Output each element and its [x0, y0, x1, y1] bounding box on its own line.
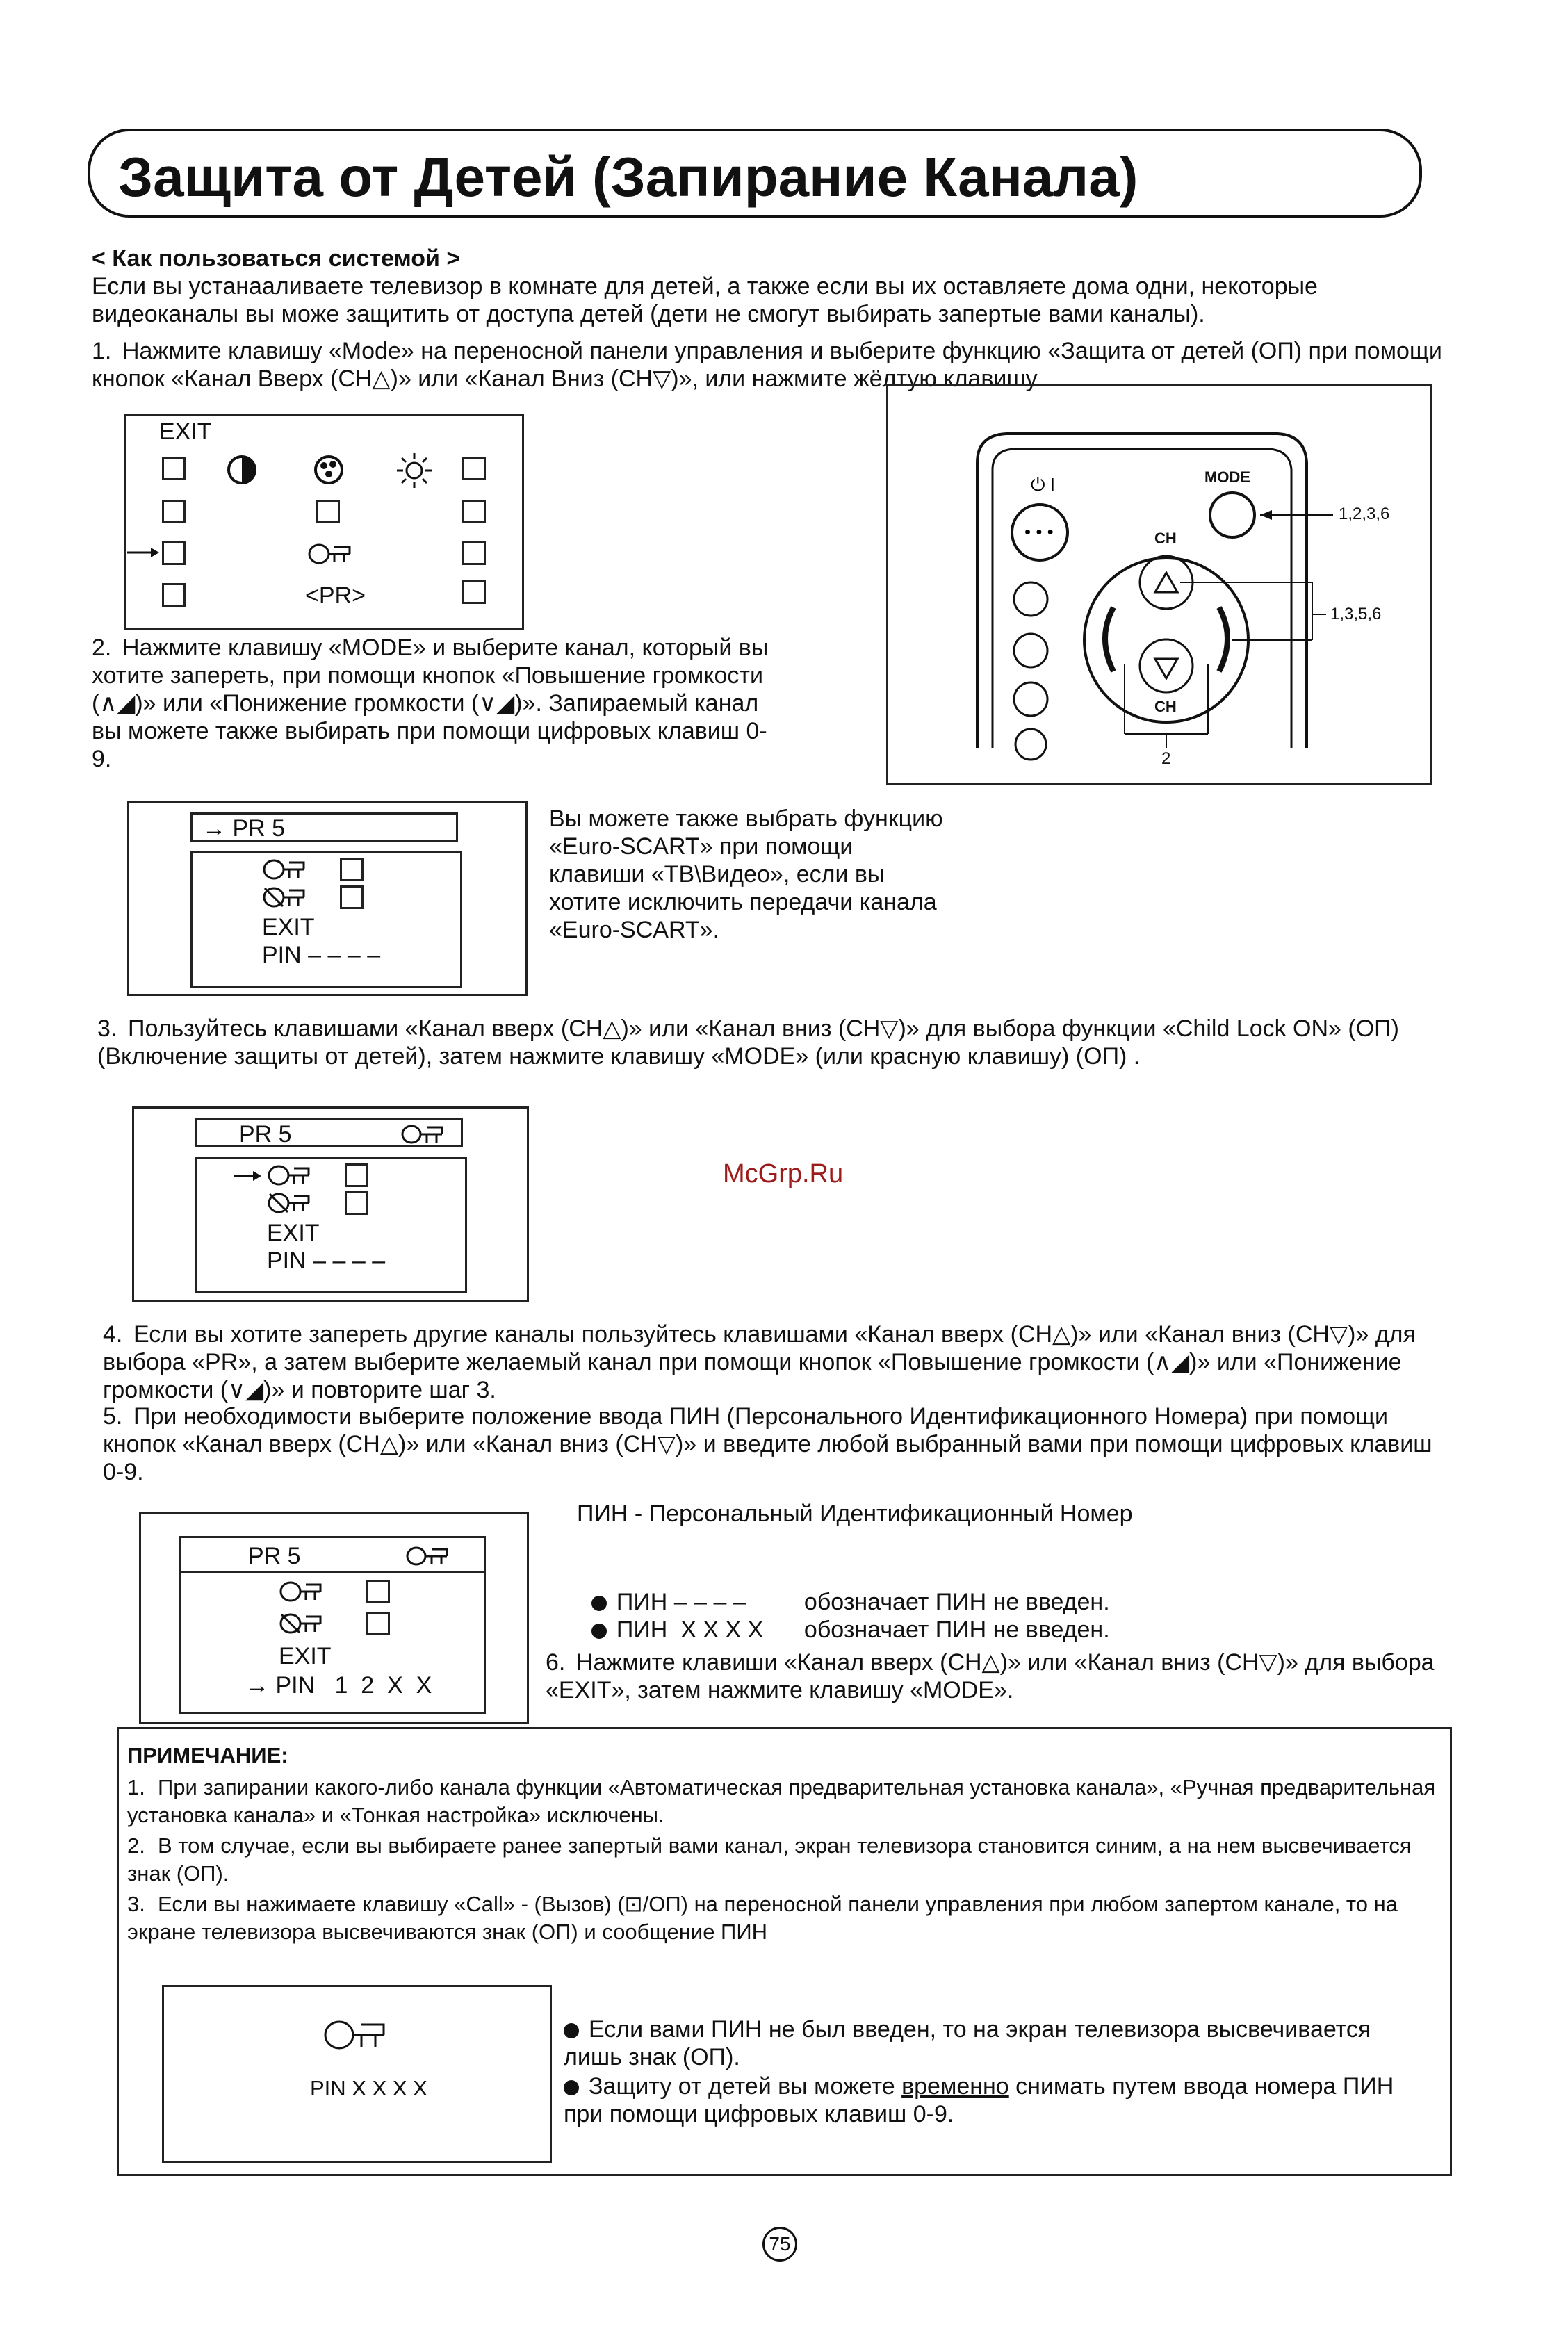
callout-1: 1,2,3,6	[1339, 505, 1390, 523]
scart-icon	[279, 1612, 327, 1635]
arrow-right-icon	[232, 1169, 263, 1183]
svg-text:⏻ I: ⏻ I	[1031, 474, 1056, 495]
step-5: 5. При необходимости выберите положение ввода ПИН (Персонального Идентификационного Номера) при помощи кнопок «Канал вверх (CH△)» или «Канал вниз (CH▽)» и введите любой выбранный вами при помощи цифровых клавиш 0-9.	[103, 1403, 1432, 1485]
step-6-text: Нажмите клавиши «Канал вверх (CH△)» или «Канал вниз (CH▽)» для выбора «EXIT», затем нажмите клавишу «MODE».	[546, 1649, 1435, 1703]
checkbox	[366, 1580, 390, 1603]
step-3: 3. Пользуйтесь клавишами «Канал вверх (CH△)» или «Канал вниз (CH▽)» для выбора функции «Child Lock ON» (ОП) (Включение защиты от детей), затем нажмите клавишу «MODE» (или красную клавишу) (ОП) .	[97, 1015, 1399, 1070]
callout-3: 2	[1161, 749, 1171, 768]
osd3-exit: EXIT	[267, 1220, 320, 1246]
osd3-header-label: PR 5	[239, 1121, 292, 1147]
osd5-frame	[179, 1536, 486, 1714]
note-box	[117, 1727, 1452, 2176]
watermark: McGrp.Ru	[723, 1159, 844, 1188]
checkbox	[462, 580, 486, 604]
scart-note: Вы можете также выбрать функцию «Euro-SCART» при помощи клавиши «ТВ\Видео», если вы хотите исключить передачи канала «Euro-SCART».	[549, 806, 943, 943]
svg-text:• • •: • • •	[1024, 521, 1054, 542]
menu1-exit: EXIT	[159, 418, 212, 445]
osd2-exit: EXIT	[262, 914, 315, 940]
osd2-body	[190, 851, 462, 988]
tv-screen-pin: PIN X X X X	[310, 2076, 427, 2100]
step-6: 6. Нажмите клавиши «Канал вверх (CH△)» или «Канал вниз (CH▽)» для выбора «EXIT», затем нажмите клавишу «MODE».	[546, 1649, 1435, 1703]
osd5-header: PR 5	[248, 1543, 301, 1569]
checkbox	[340, 858, 364, 881]
note-item-3: 3. Если вы нажимаете клавишу «Call» - (Вызов) (⊡/ОП) на переносной панели управления при любом запертом канале, то на экране телевизора высвечиваются знак (ОП) и сообщение ПИН	[127, 1892, 1398, 1944]
osd5-exit: EXIT	[279, 1643, 332, 1669]
checkbox	[162, 500, 186, 523]
lock-icon	[322, 2019, 392, 2051]
step-1-text: Нажмите клавишу «Mode» на переносной панели управления и выберите функцию «Защита от детей (ОП) при помощи кнопок «Канал Вверх (CH△)» или «Канал Вниз (CH▽)», или нажмите жёлтую клавишу.	[92, 338, 1442, 392]
intro-heading: < Как пользоваться системой >	[92, 245, 461, 272]
scart-icon	[267, 1191, 316, 1215]
step-1: 1. Нажмите клавишу «Mode» на переносной панели управления и выберите функцию «Защита от детей (ОП) при помощи кнопок «Канал Вверх (CH△)» или «Канал Вниз (CH▽)», или нажмите жёлтую клавишу.	[92, 338, 1442, 392]
checkbox	[345, 1163, 368, 1187]
osd3-body	[195, 1157, 467, 1293]
lock-icon	[405, 1545, 454, 1567]
lock-icon	[262, 858, 311, 881]
contrast-icon	[227, 455, 257, 485]
bullet	[564, 2023, 579, 2038]
remote-ch-top: CH	[1154, 530, 1177, 547]
osd-menu-1	[124, 414, 524, 630]
osd5-pin: → PIN 1 2 X X	[245, 1672, 432, 1699]
step-2: 2. Нажмите клавишу «MODE» и выберите канал, который вы хотите запереть, при помощи кнопок «Повышение громкости (∧◢)» или «Понижение громкости (∨◢)». Запираемый канал вы можете также выбирать при помощи цифровых клавиш 0-9.	[92, 635, 769, 772]
note-heading: ПРИМЕЧАНИЕ:	[127, 1743, 288, 1767]
menu1-pr: <PR>	[305, 582, 366, 609]
remote-mode-label: MODE	[1204, 468, 1250, 486]
osd2-header: → PR 5	[190, 812, 458, 842]
osd2-pin: PIN – – – –	[262, 942, 381, 968]
pin-legend-row-2: ПИН X X X X обозначает ПИН не введен.	[578, 1588, 1110, 1644]
color-icon	[313, 455, 344, 485]
checkbox	[340, 885, 364, 909]
osd-step-5	[139, 1512, 529, 1724]
osd5-divider	[181, 1571, 484, 1573]
pin-legend-title: ПИН - Персональный Идентификационный Номер	[577, 1501, 1133, 1527]
checkbox	[162, 457, 186, 480]
intro-text: Если вы устанаaливаете телевизор в комнате для детей, а также если вы их оставляете дома одни, некоторые видеоканалы вы може защитить от доступа детей (дети не смогут выбирать запертые вами каналы).	[92, 273, 1318, 327]
remote-drawing	[888, 386, 1430, 783]
lock-icon	[279, 1580, 327, 1603]
note-bullet-1: Если вами ПИН не был введен, то на экран телевизора высвечивается лишь знак (ОП).	[564, 2016, 1371, 2070]
checkbox	[316, 500, 340, 523]
step-3-text: Пользуйтесь клавишами «Канал вверх (CH△)» или «Канал вниз (CH▽)» для выбора функции «Child Lock ON» (ОП) (Включение защиты от детей), затем нажмите клавишу «MODE» (или красную клавишу) (ОП) .	[97, 1015, 1399, 1070]
note-item-1: 1. При запирании какого-либо канала функции «Автоматическая предварительная установка канала», «Ручная предварительная установка канала» и «Тонкая настройка» исключены.	[127, 1775, 1436, 1827]
checkbox	[462, 457, 486, 480]
arrow-right-icon	[126, 546, 161, 559]
checkbox	[162, 583, 186, 607]
remote-illustration	[886, 384, 1432, 785]
bullet	[591, 1624, 607, 1639]
step-4: 4. Если вы хотите запереть другие каналы пользуйтесь клавишами «Канал вверх (CH△)» или «Канал вниз (CH▽)» для выбора «PR», а затем выберите желаемый канал при помощи кнопок «Повышение громкости (∧◢)» или «Понижение громкости (∨◢)» и повторите шаг 3.	[103, 1321, 1416, 1403]
lock-icon	[267, 1163, 316, 1187]
note-item-2: 2. В том случае, если вы выбираете ранее запертый вами канал, экран телевизора становится синим, а на нем высвечивается знак (ОП).	[127, 1833, 1412, 1886]
checkbox	[462, 541, 486, 565]
pin-legend-row-1: ПИН – – – – обозначает ПИН не введен.	[578, 1560, 1110, 1616]
step-2-text: Нажмите клавишу «MODE» и выберите канал, который вы хотите запереть, при помощи кнопок «Повышение громкости (∧◢)» или «Понижение громкости (∨◢)». Запираемый канал вы можете также выбирать при помощи цифровых клавиш 0-9.	[92, 635, 769, 772]
osd3-pin: PIN – – – –	[267, 1248, 386, 1274]
scart-icon	[262, 885, 311, 909]
page-number: 75	[762, 2227, 797, 2262]
lock-icon	[400, 1123, 449, 1145]
checkbox	[462, 500, 486, 523]
step-4-text: Если вы хотите запереть другие каналы пользуйтесь клавишами «Канал вверх (CH△)» или «Канал вниз (CH▽)» для выбора «PR», а затем выберите желаемый канал при помощи кнопок «Повышение громкости (∧◢)» или «Понижение громкости (∨◢)» и повторите шаг 3.	[103, 1321, 1416, 1403]
checkbox	[345, 1191, 368, 1215]
tv-screen	[162, 1985, 552, 2163]
lock-icon	[307, 541, 355, 566]
checkbox	[366, 1612, 390, 1635]
step-5-text: При необходимости выберите положение ввода ПИН (Персонального Идентификационного Номера) при помощи кнопок «Канал вверх (CH△)» или «Канал вниз (CH▽)» и введите любой выбранный вами при помощи цифровых клавиш 0-9.	[103, 1403, 1432, 1485]
callout-2: 1,3,5,6	[1330, 605, 1382, 623]
note-bullet-2: Защиту от детей вы можете временно снимать путем ввода номера ПИН при помощи цифровых клавиш 0-9.	[564, 2073, 1394, 2127]
osd-step-3	[132, 1106, 529, 1302]
remote-ch-bottom: CH	[1154, 698, 1177, 715]
page-title: Защита от Детей (Запирание Канала)	[118, 146, 1138, 208]
bullet	[564, 2080, 579, 2095]
osd-step-2	[127, 801, 528, 996]
checkbox	[162, 541, 186, 565]
osd3-header	[195, 1118, 463, 1147]
brightness-icon	[395, 451, 434, 490]
intro	[92, 245, 1447, 328]
